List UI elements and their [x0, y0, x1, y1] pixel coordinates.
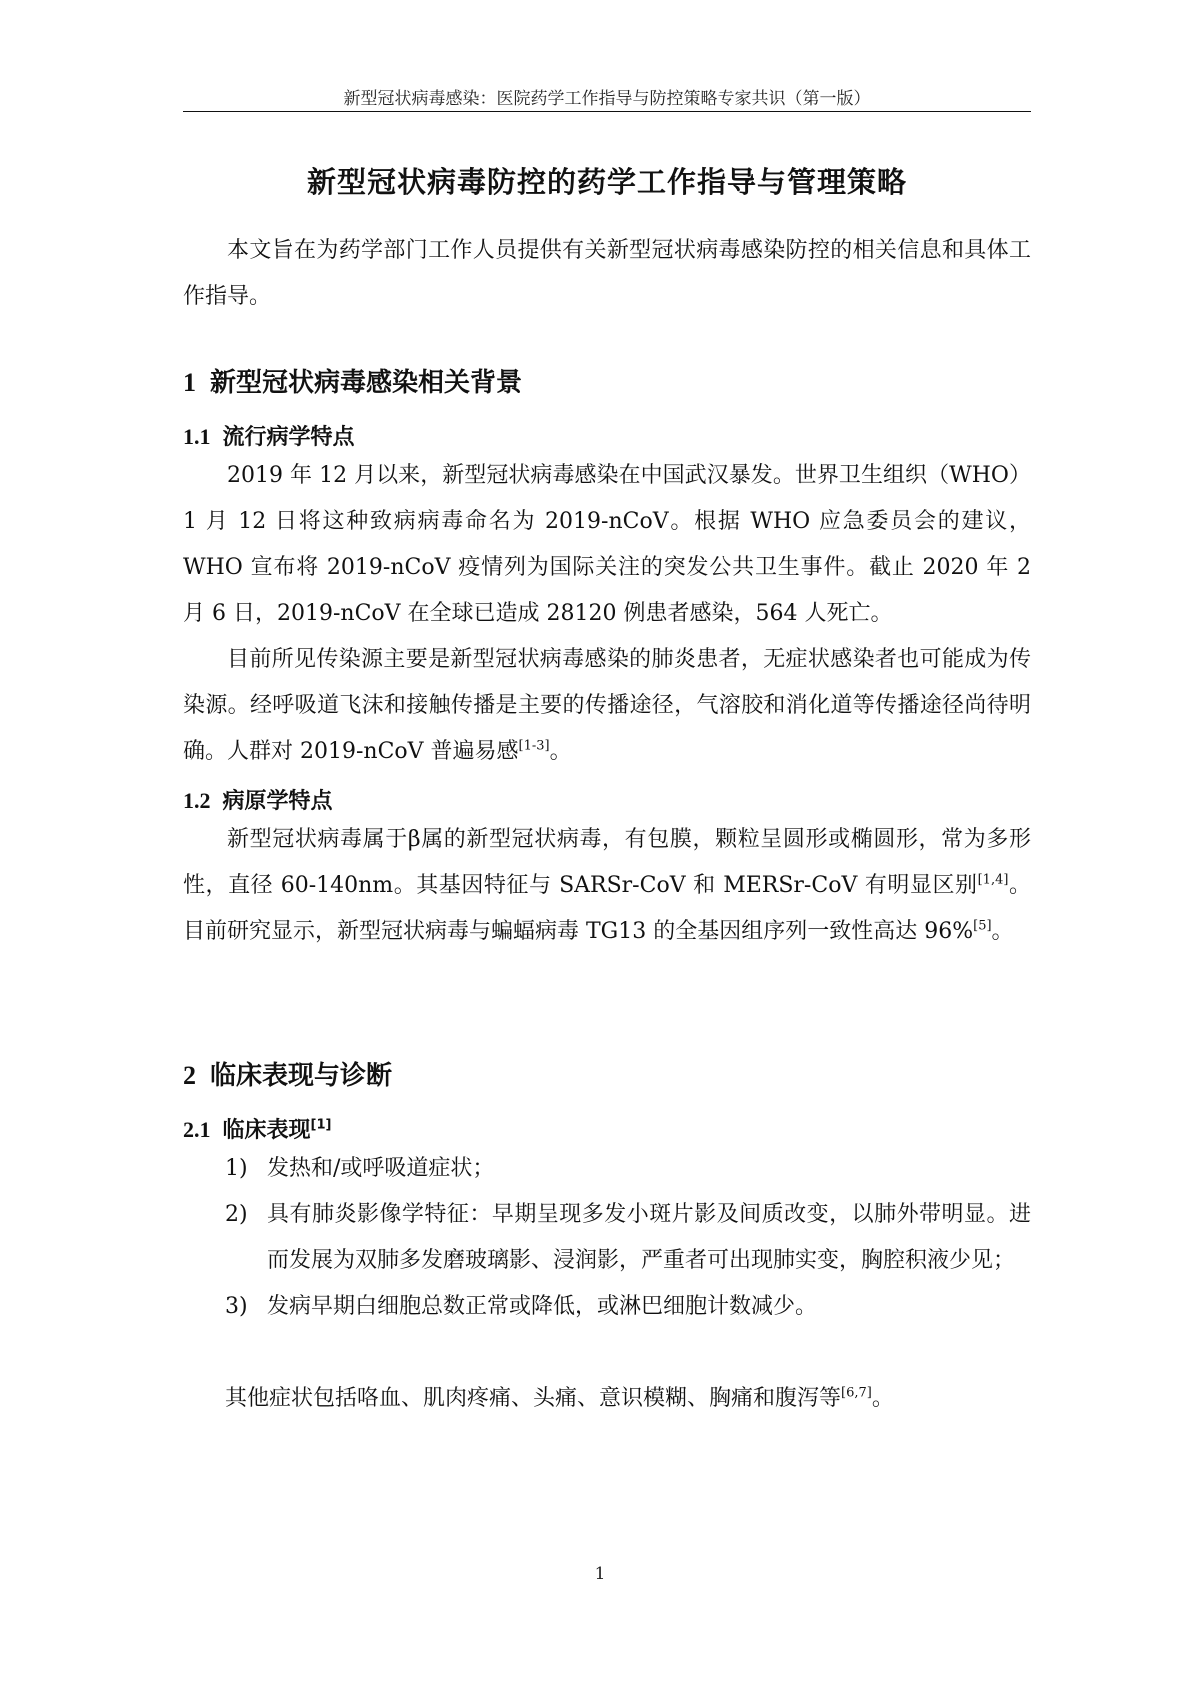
list-marker: 3) [225, 1294, 248, 1319]
document-title: 新型冠状病毒防控的药学工作指导与管理策略 [306, 165, 907, 199]
section-2-1-heading [183, 1113, 331, 1144]
other-symptoms-text: 其他症状包括咯血、肌肉疼痛、头痛、意识模糊、胸痛和腹泻等 [225, 1386, 842, 1411]
etiology-text-c: 。 [991, 919, 1014, 944]
section-1-1-heading [183, 420, 355, 451]
list-item [225, 1192, 1031, 1284]
section-2-1-title: 临床表现 [222, 1118, 311, 1143]
section-1-1-title: 流行病学特点 [222, 425, 355, 450]
section-1-1-number: 1.1 [183, 424, 211, 449]
etiology-text-a: 新型冠状病毒属于β属的新型冠状病毒，有包膜，颗粒呈圆形或椭圆形，常为多形性，直径 60-140nm。其基因特征与 SARSr-CoV 和 MERSr-CoV 有明显区别 [183, 827, 1031, 898]
section-2-heading [183, 1055, 392, 1092]
intro-paragraph [183, 228, 1031, 320]
epidemiology-text-2-end: 。 [549, 739, 572, 764]
list-item [225, 1284, 1031, 1330]
list-item-text: 具有肺炎影像学特征：早期呈现多发小斑片影及间质改变，以肺外带明显。进而发展为双肺多发磨玻璃影、浸润影，严重者可出现肺实变，胸腔积液少见； [267, 1202, 1031, 1273]
etiology-text-b: 。目前研究显示，新型冠状病毒与蝙蝠病毒 TG13 的全基因组序列一致性高达 96% [183, 873, 1031, 944]
epidemiology-text-2: 目前所见传染源主要是新型冠状病毒感染的肺炎患者，无症状感染者也可能成为传染源。经呼吸道飞沫和接触传播是主要的传播途径，气溶胶和消化道等传播途径尚待明确。人群对 2019-nCoV 普遍易感 [183, 647, 1031, 764]
other-symptoms-end: 。 [871, 1386, 894, 1411]
citation-6-7: [6,7] [841, 1385, 872, 1401]
etiology-paragraph [183, 817, 1031, 955]
section-1-heading [183, 362, 522, 399]
citation-5: [5] [973, 918, 992, 934]
running-header: 新型冠状病毒感染：医院药学工作指导与防控策略专家共识（第一版） [343, 89, 871, 109]
epidemiology-paragraph-1 [183, 453, 1031, 637]
other-symptoms-note [225, 1376, 1031, 1422]
citation-1: [1] [310, 1117, 332, 1133]
list-item [225, 1146, 1031, 1192]
citation-1-3: [1-3] [518, 738, 550, 754]
list-item-text: 发热和/或呼吸道症状； [267, 1156, 495, 1181]
section-1-2-heading [183, 784, 333, 815]
section-2-number: 2 [183, 1061, 196, 1090]
clinical-manifestations-list [225, 1146, 1031, 1330]
section-1-2-number: 1.2 [183, 788, 211, 813]
section-1-2-title: 病原学特点 [222, 789, 333, 814]
list-item-text: 发病早期白细胞总数正常或降低，或淋巴细胞计数减少。 [267, 1294, 818, 1319]
epidemiology-text-1: 2019 年 12 月以来，新型冠状病毒感染在中国武汉暴发。世界卫生组织（WHO）1 月 12 日将这种致病病毒命名为 2019-nCoV。根据 WHO 应急委员会的建议，WHO 宣布将 2019-nCoV 疫情列为国际关注的突发公共卫生事件。截止 2020 年 2 月 6 日，2019-nCoV 在全球已造成 28120 例患者感染，564 人死亡。 [183, 463, 1031, 626]
section-2-1-number: 2.1 [183, 1117, 211, 1142]
header-rule [183, 111, 1031, 112]
list-marker: 2) [225, 1202, 248, 1227]
section-2-title: 临床表现与诊断 [210, 1061, 393, 1091]
citation-1-4: [1,4] [977, 872, 1009, 888]
section-1-title: 新型冠状病毒感染相关背景 [210, 368, 523, 398]
intro-text: 本文旨在为药学部门工作人员提供有关新型冠状病毒感染防控的相关信息和具体工作指导。 [183, 238, 1031, 309]
epidemiology-paragraph-2 [183, 637, 1031, 775]
page-number: 1 [594, 1564, 606, 1584]
section-1-number: 1 [183, 368, 196, 397]
list-marker: 1) [225, 1156, 248, 1181]
